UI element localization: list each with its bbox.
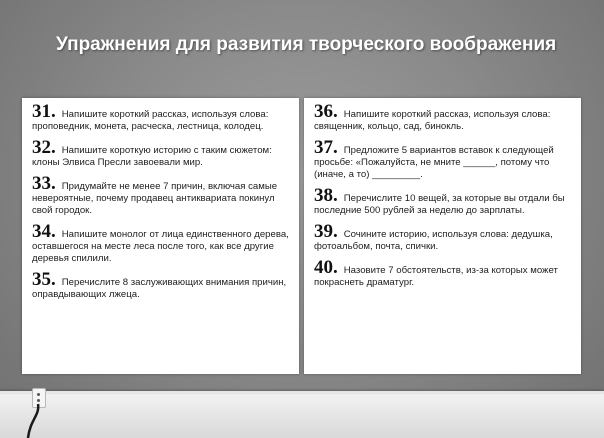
exercise-text: Назовите 7 обстоятельств, из-за которых может покраснеть драматург. <box>314 265 558 288</box>
cable-line <box>28 404 38 438</box>
exercise-text: Придумайте не менее 7 причин, включая самые невероятные, почему продавец антиквариата покинул свой городок. <box>32 181 278 216</box>
exercise-number: 32. <box>32 137 56 158</box>
exercise-number: 33. <box>32 173 56 194</box>
exercise-number: 31. <box>32 101 56 122</box>
exercise-text: Перечислите 10 вещей, за которые вы отдали бы последние 500 рублей за неделю до зарплаты. <box>314 193 565 216</box>
exercise-number: 38. <box>314 185 338 206</box>
exercise-number: 40. <box>314 257 338 278</box>
exercise-text: Предложите 5 вариантов вставок к следующей просьбе: «Пожалуйста, не мните ______, потому что (иначе, а то) _________. <box>314 145 554 180</box>
exercise-number: 34. <box>32 221 56 242</box>
exercise-text: Сочините историю, используя слова: дедушка, фотоальбом, почта, спички. <box>314 229 553 252</box>
exercise-text: Напишите монолог от лица единственного дерева, оставшегося на месте леса после того, как все другие деревья спилили. <box>32 229 289 264</box>
exercise-text: Напишите короткую историю с таким сюжетом: клоны Элвиса Пресли завоевали мир. <box>32 145 272 168</box>
exercise-text: Напишите короткий рассказ, используя слова: священник, кольцо, сад, бинокль. <box>314 109 551 132</box>
exercise-number: 37. <box>314 137 338 158</box>
slide-title: Упражнения для развития творческого воображения <box>56 34 557 55</box>
exercise-text: Напишите короткий рассказ, используя слова: проповедник, монета, расческа, лестница, колодец. <box>32 109 269 132</box>
exercise-number: 39. <box>314 221 338 242</box>
exercise-number: 35. <box>32 269 56 290</box>
exercise-number: 36. <box>314 101 338 122</box>
exercise-text: Перечислите 8 заслуживающих внимания причин, оправдывающих лжеца. <box>32 277 287 300</box>
